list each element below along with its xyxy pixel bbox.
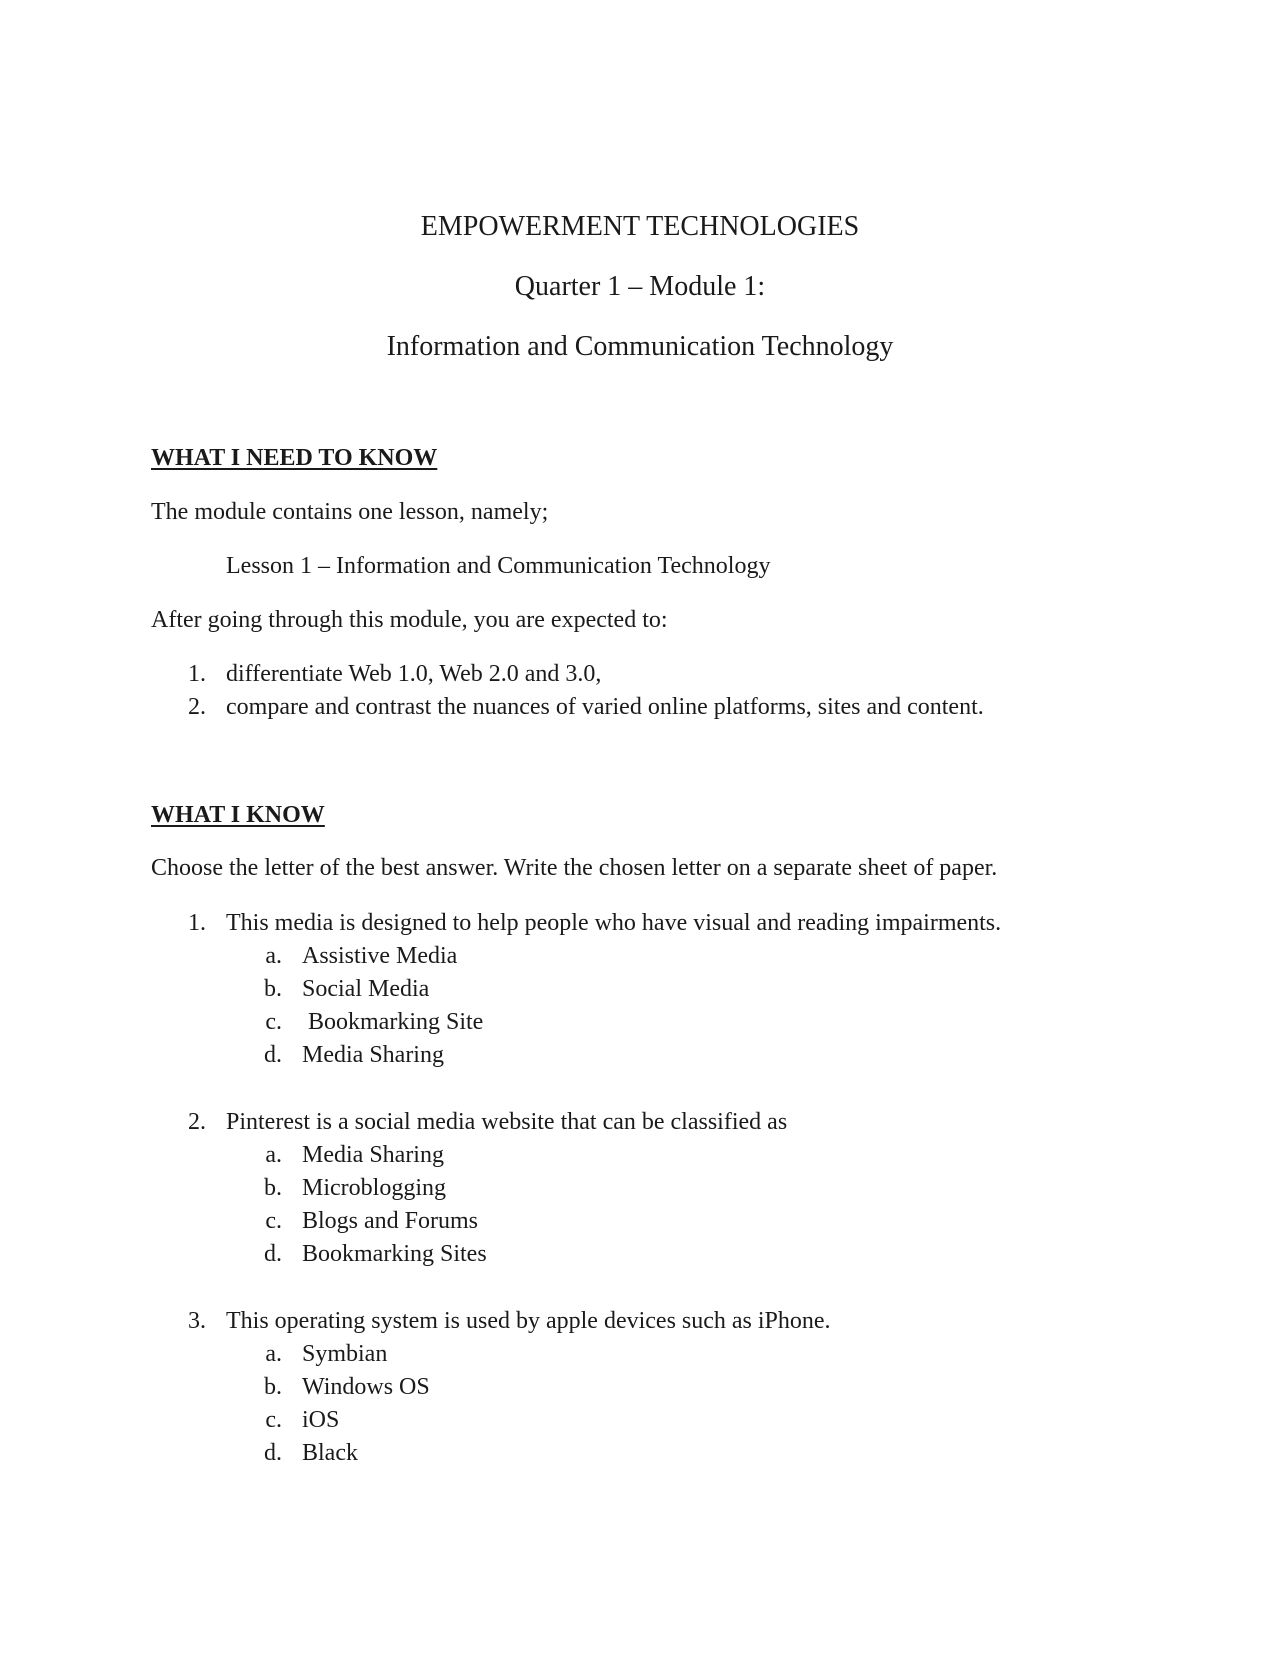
option-letter: a. — [265, 1142, 282, 1168]
option-letter: a. — [265, 943, 282, 969]
question-number: 3. — [188, 1308, 206, 1334]
option-letter: d. — [264, 1440, 282, 1466]
option-text: Media Sharing — [302, 1142, 444, 1168]
option-letter: d. — [264, 1241, 282, 1267]
option-letter: d. — [264, 1042, 282, 1068]
option-letter: c. — [265, 1208, 282, 1234]
section-heading-what-i-know: WHAT I KNOW — [151, 802, 325, 828]
option-text: Microblogging — [302, 1175, 446, 1201]
question-number: 2. — [188, 1109, 206, 1135]
option-letter: c. — [265, 1407, 282, 1433]
question-text: Pinterest is a social media website that can be classified as — [226, 1109, 788, 1135]
option-text: Bookmarking Sites — [302, 1241, 487, 1267]
quiz-instructions: Choose the letter of the best answer. Write the chosen letter on a separate sheet of paper. — [151, 855, 998, 881]
option-text: Media Sharing — [302, 1042, 444, 1068]
module-name: Information and Communication Technology — [386, 331, 894, 362]
objective-number: 1. — [188, 661, 206, 687]
option-text: Symbian — [302, 1341, 388, 1367]
option-text: iOS — [302, 1407, 340, 1433]
objective-text: differentiate Web 1.0, Web 2.0 and 3.0, — [226, 661, 602, 687]
option-letter: b. — [264, 1175, 282, 1201]
section-heading-what-i-need-to-know: WHAT I NEED TO KNOW — [151, 445, 438, 471]
question-number: 1. — [188, 910, 206, 936]
document-title: EMPOWERMENT TECHNOLOGIES — [420, 211, 860, 242]
objective-text: compare and contrast the nuances of varied online platforms, sites and content. — [226, 694, 984, 720]
option-text: Windows OS — [302, 1374, 430, 1400]
option-text: Blogs and Forums — [302, 1208, 479, 1234]
expectation-intro-text: After going through this module, you are expected to: — [151, 607, 668, 633]
document-subtitle: Quarter 1 – Module 1: — [514, 271, 766, 302]
question-text: This operating system is used by apple devices such as iPhone. — [226, 1308, 831, 1334]
option-letter: c. — [265, 1009, 282, 1035]
option-letter: a. — [265, 1341, 282, 1367]
option-text: Black — [302, 1440, 358, 1466]
module-intro-text: The module contains one lesson, namely; — [151, 499, 549, 525]
question-text: This media is designed to help people who have visual and reading impairments. — [226, 910, 1002, 936]
objective-number: 2. — [188, 694, 206, 720]
option-text: Assistive Media — [302, 943, 458, 969]
option-letter: b. — [264, 976, 282, 1002]
option-letter: b. — [264, 1374, 282, 1400]
option-text: Social Media — [302, 976, 430, 1002]
lesson-title: Lesson 1 – Information and Communication Technology — [226, 553, 771, 579]
option-text: Bookmarking Site — [308, 1009, 484, 1035]
